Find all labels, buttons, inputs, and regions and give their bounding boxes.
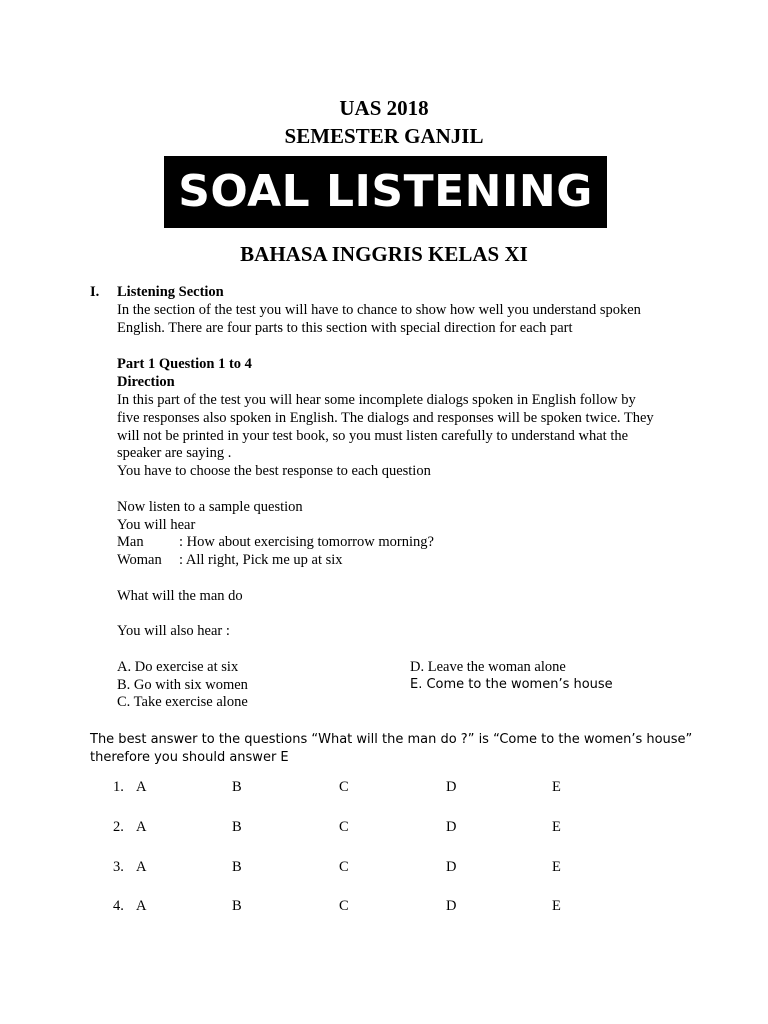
subject-title: BAHASA INGGRIS KELAS XI (240, 242, 528, 266)
choice-d: D (446, 779, 457, 795)
answer-row (0, 858, 768, 876)
choice-b: B (232, 779, 242, 795)
direction-line: You have to choose the best response to each question (117, 463, 431, 479)
choice-e: E (552, 819, 561, 835)
choice-c: C (339, 779, 349, 795)
choice-a: A (136, 819, 147, 835)
answer-number: 2. (113, 819, 124, 835)
section-number: I. (90, 284, 100, 300)
dialog-speaker: Woman (117, 552, 162, 568)
answer-row (0, 897, 768, 915)
choice-d: D (446, 819, 457, 835)
also-hear: You will also hear : (117, 623, 230, 639)
answer-row (0, 818, 768, 836)
option-d: D. Leave the woman alone (410, 659, 566, 675)
answer-number: 3. (113, 859, 124, 875)
section-intro-line: English. There are four parts to this section with special direction for each part (117, 320, 573, 336)
part-heading: Part 1 Question 1 to 4 (117, 356, 252, 372)
section-intro-line: In the section of the test you will have to chance to show how well you understand spoken (117, 302, 641, 318)
choice-e: E (552, 779, 561, 795)
choice-e: E (552, 859, 561, 875)
direction-line: will not be printed in your test book, so you must listen carefully to understand what the (117, 428, 629, 444)
answer-row (0, 778, 768, 796)
option-c: C. Take exercise alone (117, 694, 248, 710)
choice-e: E (552, 898, 561, 914)
choice-c: C (339, 859, 349, 875)
sample-question: What will the man do (117, 588, 243, 604)
option-b: B. Go with six women (117, 677, 248, 693)
direction-line: five responses also spoken in English. The dialogs and responses will be spoken twice. They (117, 410, 654, 426)
semester-title: SEMESTER GANJIL (284, 124, 484, 148)
choice-b: B (232, 898, 242, 914)
dialog-text: : How about exercising tomorrow morning? (179, 534, 434, 550)
best-answer-line: therefore you should answer E (90, 750, 289, 765)
direction-label: Direction (117, 374, 175, 390)
direction-line: In this part of the test you will hear some incomplete dialogs spoken in English follow by (117, 392, 636, 408)
sample-intro: Now listen to a sample question (117, 499, 303, 515)
choice-a: A (136, 779, 147, 795)
soal-listening-banner: SOAL LISTENING (164, 156, 607, 228)
choice-d: D (446, 898, 457, 914)
choice-a: A (136, 859, 147, 875)
dialog-text: : All right, Pick me up at six (179, 552, 343, 568)
choice-b: B (232, 819, 242, 835)
exam-title: UAS 2018 (339, 96, 429, 120)
direction-line: speaker are saying . (117, 445, 232, 461)
choice-a: A (136, 898, 147, 914)
choice-d: D (446, 859, 457, 875)
you-will-hear: You will hear (117, 517, 196, 533)
choice-b: B (232, 859, 242, 875)
choice-c: C (339, 819, 349, 835)
option-e: E. Come to the women’s house (410, 677, 613, 692)
choice-c: C (339, 898, 349, 914)
dialog-speaker: Man (117, 534, 144, 550)
answer-number: 1. (113, 779, 124, 795)
best-answer-line: The best answer to the questions “What will the man do ?” is “Come to the women’s house” (90, 732, 693, 747)
option-a: A. Do exercise at six (117, 659, 239, 675)
section-title: Listening Section (117, 284, 224, 300)
answer-number: 4. (113, 898, 124, 914)
